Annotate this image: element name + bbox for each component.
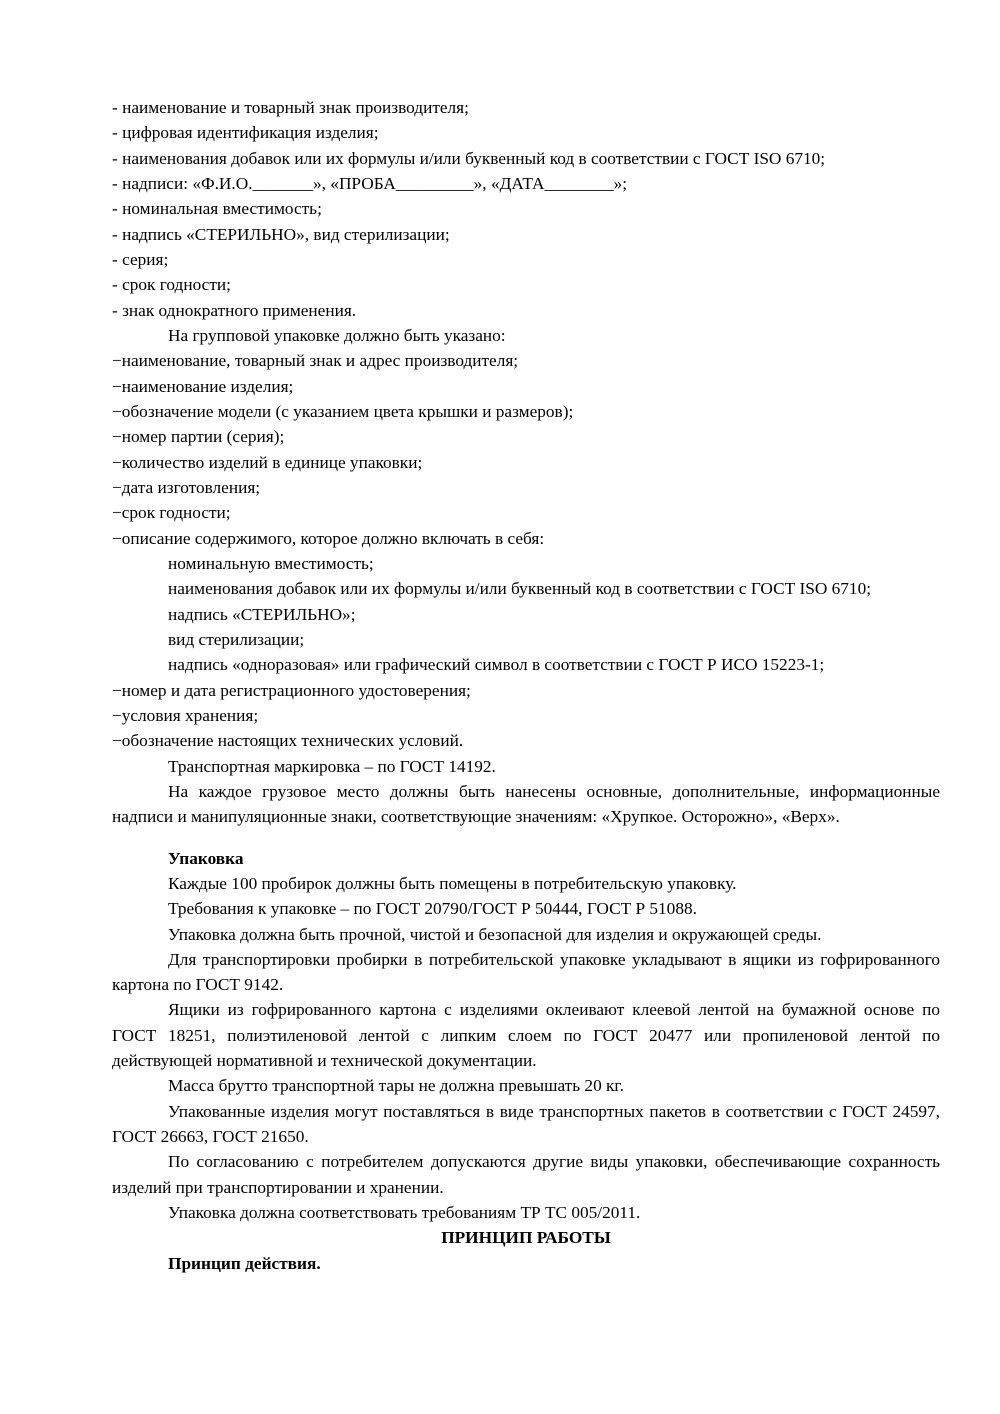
document-body bbox=[112, 95, 940, 1276]
paragraph: На каждое грузовое место должны быть нанесены основные, дополнительные, информационные надписи и манипуляционные знаки, соответствующие значениям: «Хрупкое. Осторожно», «Верх». bbox=[112, 781, 940, 827]
list-item: - цифровая идентификация изделия; bbox=[112, 123, 379, 143]
list-item: −номер партии (серия); bbox=[112, 427, 285, 447]
section-title-operating-principle: ПРИНЦИП РАБОТЫ bbox=[441, 1228, 611, 1248]
list-item: - серия; bbox=[112, 249, 169, 269]
list-item: - знак однократного применения. bbox=[112, 300, 357, 320]
sub-list-item: номинальную вместимость; bbox=[168, 553, 374, 573]
list-item: −наименование изделия; bbox=[112, 376, 294, 396]
sub-list-item: вид стерилизации; bbox=[168, 629, 305, 649]
subsection-heading-principle: Принцип действия. bbox=[168, 1253, 321, 1273]
list-item: −обозначение настоящих технических условий. bbox=[112, 731, 464, 751]
list-item: −номер и дата регистрационного удостоверения; bbox=[112, 680, 471, 700]
paragraph: Каждые 100 пробирок должны быть помещены в потребительскую упаковку. bbox=[168, 873, 737, 893]
sub-list-item: наименования добавок или их формулы и/или буквенный код в соответствии с ГОСТ ISO 6710; bbox=[168, 579, 872, 599]
paragraph: Упаковка должна соответствовать требованиям ТР ТС 005/2011. bbox=[168, 1203, 641, 1223]
paragraph: Упакованные изделия могут поставляться в виде транспортных пакетов в соответствии с ГОСТ 24597, ГОСТ 26663, ГОСТ 21650. bbox=[112, 1101, 940, 1147]
paragraph: Транспортная маркировка – по ГОСТ 14192. bbox=[168, 756, 496, 776]
list-item: - номинальная вместимость; bbox=[112, 199, 322, 219]
paragraph: Для транспортировки пробирки в потребительской упаковке укладывают в ящики из гофрированного картона по ГОСТ 9142. bbox=[112, 949, 940, 995]
list-item: −дата изготовления; bbox=[112, 477, 261, 497]
list-item: - наименование и товарный знак производителя; bbox=[112, 98, 469, 117]
paragraph: На групповой упаковке должно быть указано: bbox=[168, 325, 506, 345]
list-item: - надпись «СТЕРИЛЬНО», вид стерилизации; bbox=[112, 224, 450, 244]
list-item: −срок годности; bbox=[112, 503, 231, 523]
paragraph: Упаковка должна быть прочной, чистой и безопасной для изделия и окружающей среды. bbox=[168, 924, 822, 944]
list-item: −условия хранения; bbox=[112, 705, 259, 725]
list-item: −обозначение модели (с указанием цвета крышки и размеров); bbox=[112, 401, 574, 421]
list-item: −наименование, товарный знак и адрес производителя; bbox=[112, 351, 519, 371]
paragraph-spacer bbox=[112, 830, 940, 846]
sub-list-item: надпись «одноразовая» или графический символ в соответствии с ГОСТ Р ИСО 15223-1; bbox=[168, 655, 825, 675]
list-item: - наименования добавок или их формулы и/или буквенный код в соответствии с ГОСТ ISO 6710; bbox=[112, 148, 826, 168]
list-item: −количество изделий в единице упаковки; bbox=[112, 452, 423, 472]
paragraph: Масса брутто транспортной тары не должна превышать 20 кг. bbox=[168, 1076, 624, 1096]
sub-list-item: надпись «СТЕРИЛЬНО»; bbox=[168, 604, 356, 624]
section-heading-packaging: Упаковка bbox=[168, 848, 244, 868]
list-item: - срок годности; bbox=[112, 275, 231, 295]
paragraph: Требования к упаковке – по ГОСТ 20790/ГОСТ Р 50444, ГОСТ Р 51088. bbox=[168, 899, 697, 919]
paragraph: Ящики из гофрированного картона с изделиями оклеивают клеевой лентой на бумажной основе по ГОСТ 18251, полиэтиленовой лентой с липким слоем по ГОСТ 20477 или пропиленовой лентой по действующей нормативной и технической документации. bbox=[112, 1000, 940, 1071]
list-item: −описание содержимого, которое должно включать в себя: bbox=[112, 528, 545, 548]
paragraph: По согласованию с потребителем допускаются другие виды упаковки, обеспечивающие сохранность изделий при транспортировании и хранении. bbox=[112, 1152, 940, 1197]
list-item: - надписи: «Ф.И.О._______», «ПРОБА_________», «ДАТА________»; bbox=[112, 173, 628, 193]
